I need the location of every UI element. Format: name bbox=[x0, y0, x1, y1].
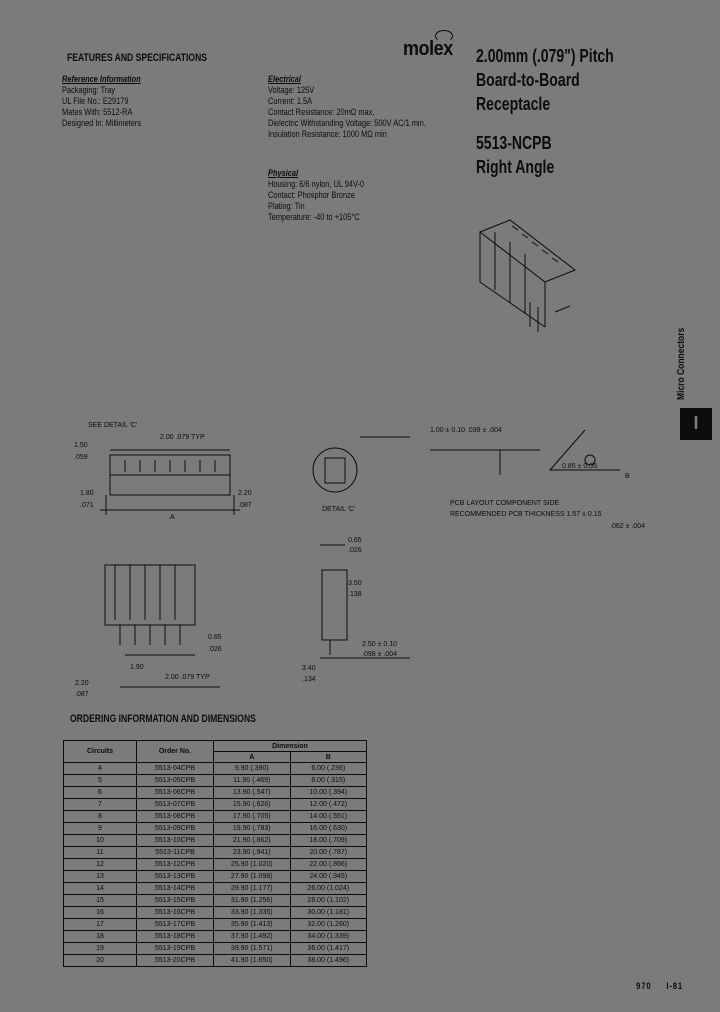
col-a: A bbox=[214, 752, 291, 763]
cell-dim-a: 17.90 (.705) bbox=[214, 811, 291, 823]
bottom-right-dim: 0.65 bbox=[208, 634, 222, 641]
cell-dim-a: 31.90 (1.256) bbox=[214, 895, 291, 907]
physical-info bbox=[268, 168, 364, 223]
reference-line: UL File No.: E29179 bbox=[62, 96, 129, 107]
table-row bbox=[64, 775, 367, 787]
cell-dim-b: 10.00 (.394) bbox=[290, 787, 367, 799]
cell-dim-b: 24.00 (.945) bbox=[290, 871, 367, 883]
side-dim: .134 bbox=[302, 676, 316, 683]
table-row bbox=[64, 919, 367, 931]
col-circuits: Circuits bbox=[64, 741, 137, 763]
cell-circuits: 18 bbox=[64, 931, 137, 943]
table-row bbox=[64, 871, 367, 883]
table-row bbox=[64, 787, 367, 799]
cell-dim-b: 6.00 (.236) bbox=[290, 763, 367, 775]
cell-order-no: 5513-19CPB bbox=[137, 943, 214, 955]
table-row bbox=[64, 835, 367, 847]
side-dim: 2.50 ± 0.10 bbox=[362, 641, 397, 648]
title-line: Board-to-Board bbox=[476, 70, 580, 90]
section-tab-letter: I bbox=[693, 413, 699, 433]
left-dim: .059 bbox=[74, 454, 88, 461]
series-number: 5513-NCPB bbox=[476, 133, 552, 153]
cell-dim-a: 21.90 (.862) bbox=[214, 835, 291, 847]
pcb-title: PCB LAYOUT COMPONENT SIDE bbox=[450, 500, 560, 507]
col-order-no: Order No. bbox=[137, 741, 214, 763]
cell-circuits: 17 bbox=[64, 919, 137, 931]
cell-circuits: 9 bbox=[64, 823, 137, 835]
cell-order-no: 5513-10CPB bbox=[137, 835, 214, 847]
table-row bbox=[64, 895, 367, 907]
reference-line: Mates With: 5512-RA bbox=[62, 107, 133, 118]
cell-dim-a: 19.90 (.783) bbox=[214, 823, 291, 835]
cell-dim-b: 30.00 (1.181) bbox=[290, 907, 367, 919]
cell-circuits: 7 bbox=[64, 799, 137, 811]
cell-dim-b: 28.00 (1.102) bbox=[290, 895, 367, 907]
cell-circuits: 13 bbox=[64, 871, 137, 883]
cell-dim-b: 32.00 (1.260) bbox=[290, 919, 367, 931]
cell-order-no: 5513-17CPB bbox=[137, 919, 214, 931]
col-dimension: Dimension bbox=[214, 741, 367, 752]
electrical-line: Dielectric Withstanding Voltage: 500V AC/1 min. bbox=[268, 118, 426, 129]
cell-circuits: 12 bbox=[64, 859, 137, 871]
cell-dim-a: 41.90 (1.650) bbox=[214, 955, 291, 967]
title-line: 2.00mm (.079") Pitch bbox=[476, 46, 614, 66]
table-row bbox=[64, 847, 367, 859]
connector-drawing-icon bbox=[470, 212, 590, 342]
cell-dim-b: 20.00 (.787) bbox=[290, 847, 367, 859]
series-orientation: Right Angle bbox=[476, 157, 555, 177]
cell-circuits: 8 bbox=[64, 811, 137, 823]
cell-circuits: 6 bbox=[64, 787, 137, 799]
cell-circuits: 19 bbox=[64, 943, 137, 955]
title-line: Receptacle bbox=[476, 94, 551, 114]
table-row bbox=[64, 883, 367, 895]
cell-dim-a: 33.90 (1.335) bbox=[214, 907, 291, 919]
cell-dim-b: 8.00 (.315) bbox=[290, 775, 367, 787]
hole-label: 1.00 ± 0.10 .039 ± .004 bbox=[430, 427, 502, 434]
cell-dim-a: 11.90 (.469) bbox=[214, 775, 291, 787]
side-dim: .026 bbox=[348, 547, 362, 554]
footer-code: 970 bbox=[636, 981, 652, 991]
electrical-line: Insulation Resistance: 1000 MΩ min bbox=[268, 129, 387, 140]
cell-order-no: 5513-12CPB bbox=[137, 859, 214, 871]
cell-order-no: 5513-18CPB bbox=[137, 931, 214, 943]
cell-order-no: 5513-08CPB bbox=[137, 811, 214, 823]
cell-order-no: 5513-16CPB bbox=[137, 907, 214, 919]
h-dim-right: 2.20 bbox=[238, 490, 252, 497]
physical-line: Plating: Tin bbox=[268, 201, 305, 212]
side-dim: .138 bbox=[348, 591, 362, 598]
cell-circuits: 11 bbox=[64, 847, 137, 859]
cell-circuits: 14 bbox=[64, 883, 137, 895]
table-row bbox=[64, 799, 367, 811]
h-dim-left: 1.80 bbox=[80, 490, 94, 497]
cell-dim-a: 15.90 (.626) bbox=[214, 799, 291, 811]
cell-dim-b: 16.00 (.630) bbox=[290, 823, 367, 835]
bottom-left-dim: 2.20 bbox=[75, 680, 89, 687]
h-dim-right: .087 bbox=[238, 502, 252, 509]
bottom-left-dim: .087 bbox=[75, 691, 89, 698]
cell-dim-b: 22.00 (.866) bbox=[290, 859, 367, 871]
cell-order-no: 5513-09CPB bbox=[137, 823, 214, 835]
electrical-line: Voltage: 125V bbox=[268, 85, 315, 96]
table-row bbox=[64, 811, 367, 823]
reference-line: Packaging: Tray bbox=[62, 85, 116, 96]
table-row bbox=[64, 943, 367, 955]
cell-order-no: 5513-15CPB bbox=[137, 895, 214, 907]
cell-dim-a: 13.90 (.547) bbox=[214, 787, 291, 799]
cell-dim-a: 23.90 (.941) bbox=[214, 847, 291, 859]
page-footer bbox=[636, 981, 683, 991]
pcb-subtitle: RECOMMENDED PCB THICKNESS 1.57 ± 0.15 bbox=[450, 511, 602, 518]
cell-order-no: 5513-06CPB bbox=[137, 787, 214, 799]
reference-heading: Reference Information bbox=[62, 74, 141, 85]
side-dim: .098 ± .004 bbox=[362, 651, 397, 658]
cell-dim-b: 26.00 (1.024) bbox=[290, 883, 367, 895]
cell-order-no: 5513-04CPB bbox=[137, 763, 214, 775]
features-title: FEATURES AND SPECIFICATIONS bbox=[67, 52, 207, 64]
ordering-title: ORDERING INFORMATION AND DIMENSIONS bbox=[70, 713, 256, 725]
top-view-drawing bbox=[70, 555, 250, 700]
cell-circuits: 15 bbox=[64, 895, 137, 907]
table-row bbox=[64, 763, 367, 775]
h-dim-left: .071 bbox=[80, 502, 94, 509]
side-dim: 3.40 bbox=[302, 665, 316, 672]
electrical-line: Current: 1.5A bbox=[268, 96, 313, 107]
series-title bbox=[476, 131, 554, 179]
section-label: Micro Connectors bbox=[676, 327, 687, 400]
table-row bbox=[64, 907, 367, 919]
side-dim: 0.65 bbox=[348, 537, 362, 544]
dim-b-label: B bbox=[625, 473, 630, 480]
cell-dim-a: 9.90 (.390) bbox=[214, 763, 291, 775]
pcb-subtitle-imperial: .062 ± .004 bbox=[610, 523, 645, 530]
cell-dim-b: 12.00 (.472) bbox=[290, 799, 367, 811]
ordering-table bbox=[63, 740, 367, 967]
electrical-info bbox=[268, 74, 426, 140]
cell-dim-a: 27.90 (1.098) bbox=[214, 871, 291, 883]
cell-circuits: 16 bbox=[64, 907, 137, 919]
physical-heading: Physical bbox=[268, 168, 299, 179]
cell-dim-b: 14.00 (.551) bbox=[290, 811, 367, 823]
cell-circuits: 5 bbox=[64, 775, 137, 787]
cell-circuits: 10 bbox=[64, 835, 137, 847]
cell-dim-a: 37.90 (1.492) bbox=[214, 931, 291, 943]
cell-dim-b: 34.00 (1.339) bbox=[290, 931, 367, 943]
table-row bbox=[64, 931, 367, 943]
dim-a-label: A bbox=[170, 514, 175, 521]
hole-dim-label: 0.85 ± 0.05 bbox=[562, 463, 597, 470]
physical-line: Temperature: -40 to +105°C bbox=[268, 212, 360, 223]
cell-order-no: 5513-14CPB bbox=[137, 883, 214, 895]
physical-line: Contact: Phosphor Bronze bbox=[268, 190, 355, 201]
front-view-drawing bbox=[60, 415, 260, 525]
electrical-heading: Electrical bbox=[268, 74, 301, 85]
cell-circuits: 4 bbox=[64, 763, 137, 775]
cell-order-no: 5513-20CPB bbox=[137, 955, 214, 967]
cell-dim-b: 36.00 (1.417) bbox=[290, 943, 367, 955]
reference-info bbox=[62, 74, 141, 129]
left-dim: 1.50 bbox=[74, 442, 88, 449]
cell-order-no: 5513-05CPB bbox=[137, 775, 214, 787]
cell-order-no: 5513-13CPB bbox=[137, 871, 214, 883]
cell-order-no: 5513-11CPB bbox=[137, 847, 214, 859]
cell-dim-b: 18.00 (.709) bbox=[290, 835, 367, 847]
molex-logo: molex bbox=[403, 38, 453, 60]
side-dim: 3.50 bbox=[348, 580, 362, 587]
reference-line: Designed In: Millimeters bbox=[62, 118, 142, 129]
table-row bbox=[64, 823, 367, 835]
bottom-right-dim: .026 bbox=[208, 646, 222, 653]
cell-dim-a: 39.90 (1.571) bbox=[214, 943, 291, 955]
detail-c-drawing bbox=[300, 425, 420, 525]
table-row bbox=[64, 955, 367, 967]
see-detail-label: SEE DETAIL 'C' bbox=[88, 422, 138, 429]
cell-circuits: 20 bbox=[64, 955, 137, 967]
typ-dim-label: 2.00 .079 TYP bbox=[160, 434, 205, 441]
side-view-drawing bbox=[300, 530, 420, 690]
footer-page: I-81 bbox=[666, 981, 683, 991]
detail-c-label: DETAIL 'C' bbox=[322, 506, 356, 513]
pcb-layout-drawing bbox=[420, 420, 660, 535]
electrical-line: Contact Resistance: 20mΩ max. bbox=[268, 107, 375, 118]
bottom-mid-dim: 1.90 bbox=[130, 664, 144, 671]
cell-dim-a: 25.90 (1.020) bbox=[214, 859, 291, 871]
cell-dim-b: 38.00 (1.496) bbox=[290, 955, 367, 967]
col-b: B bbox=[290, 752, 367, 763]
cell-order-no: 5513-07CPB bbox=[137, 799, 214, 811]
cell-dim-a: 35.90 (1.413) bbox=[214, 919, 291, 931]
cell-dim-a: 29.90 (1.177) bbox=[214, 883, 291, 895]
physical-line: Housing: 6/6 nylon, UL 94V-0 bbox=[268, 179, 365, 190]
product-title bbox=[476, 44, 614, 116]
bottom-typ-label: 2.00 .079 TYP bbox=[165, 674, 210, 681]
table-row bbox=[64, 859, 367, 871]
